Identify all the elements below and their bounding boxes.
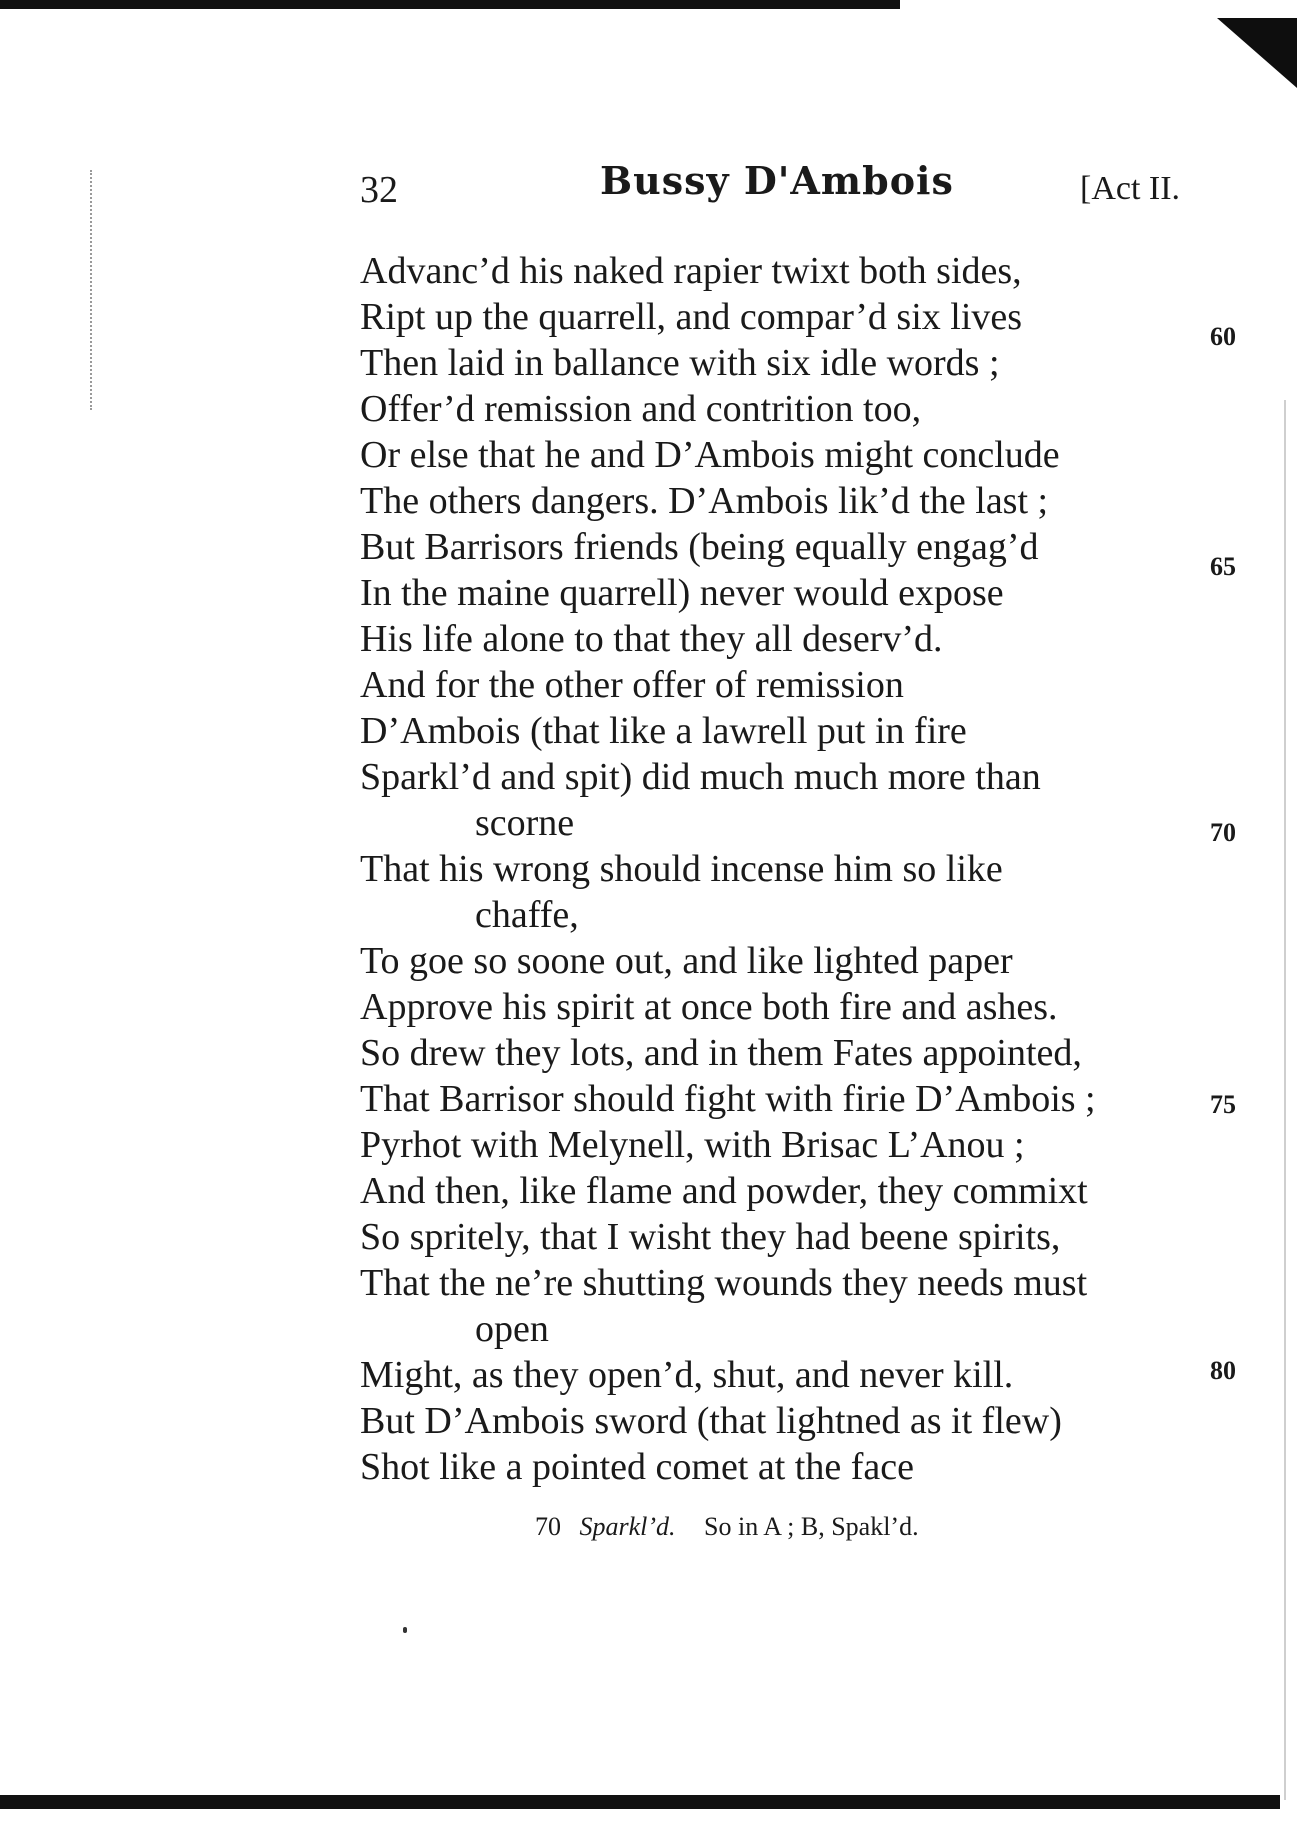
verse-line: Shot like a pointed comet at the face — [360, 1446, 914, 1488]
verse-line: Ript up the quarrell, and compar’d six lives — [360, 296, 1023, 338]
verse-line: And then, like flame and powder, they commixt — [360, 1170, 1088, 1212]
footnote — [535, 1512, 919, 1542]
verse-line: So drew they lots, and in them Fates appointed, — [360, 1032, 1082, 1074]
page-number: 32 — [360, 169, 398, 211]
line-number-70: 70 — [1210, 818, 1236, 847]
verse-line: Advanc’d his naked rapier twixt both sides, — [360, 250, 1022, 292]
footnote-lemma: Sparkl’d. — [579, 1512, 676, 1541]
footnote-ref: 70 — [535, 1512, 561, 1541]
footnote-text: So in A ; B, Spakl’d. — [704, 1512, 919, 1541]
act-label: [Act II. — [1080, 170, 1181, 207]
verse-line: His life alone to that they all deserv’d. — [360, 618, 943, 660]
verse-line: Pyrhot with Melynell, with Brisac L’Anou ; — [360, 1124, 1025, 1166]
verse-line: Might, as they open’d, shut, and never kill. — [360, 1354, 1014, 1396]
verse-line: That Barrisor should fight with firie D’Ambois ; — [360, 1078, 1096, 1120]
verse-line: That the ne’re shutting wounds they needs must — [360, 1262, 1088, 1304]
verse-line: Approve his spirit at once both fire and ashes. — [360, 986, 1058, 1028]
scan-edge-right — [1284, 400, 1286, 1800]
verse-line: Sparkl’d and spit) did much much more than — [360, 756, 1041, 798]
verse-block — [360, 248, 1220, 1490]
line-number-65: 65 — [1210, 552, 1236, 581]
line-number-60: 60 — [1210, 322, 1236, 351]
scan-corner-shadow — [1217, 18, 1297, 88]
verse-line: D’Ambois (that like a lawrell put in fire — [360, 710, 967, 752]
verse-line: To goe so soone out, and like lighted paper — [360, 940, 1013, 982]
line-number-80: 80 — [1210, 1356, 1236, 1385]
verse-turnover: scorne — [475, 802, 575, 844]
verse-line: But Barrisors friends (being equally engag’d — [360, 526, 1039, 568]
running-title: Bussy D'Ambois — [600, 158, 954, 203]
verse-line: The others dangers. D’Ambois lik’d the last ; — [360, 480, 1049, 522]
verse-line: So spritely, that I wisht they had beene spirits, — [360, 1216, 1061, 1258]
verse-line: But D’Ambois sword (that lightned as it flew) — [360, 1400, 1062, 1442]
margin-marks — [90, 170, 122, 410]
verse-line: Offer’d remission and contrition too, — [360, 388, 922, 430]
line-number-75: 75 — [1210, 1090, 1236, 1119]
ink-speck — [403, 1627, 407, 1633]
verse-line: Then laid in ballance with six idle words ; — [360, 342, 1000, 384]
verse-line: That his wrong should incense him so like — [360, 848, 1003, 890]
verse-turnover: chaffe, — [475, 894, 579, 936]
verse-line: And for the other offer of remission — [360, 664, 904, 706]
verse-line: Or else that he and D’Ambois might conclude — [360, 434, 1060, 476]
verse-line: In the maine quarrell) never would expose — [360, 572, 1004, 614]
scan-edge-top — [0, 0, 900, 9]
scan-edge-bottom — [0, 1795, 1280, 1809]
verse-turnover: open — [475, 1308, 549, 1350]
